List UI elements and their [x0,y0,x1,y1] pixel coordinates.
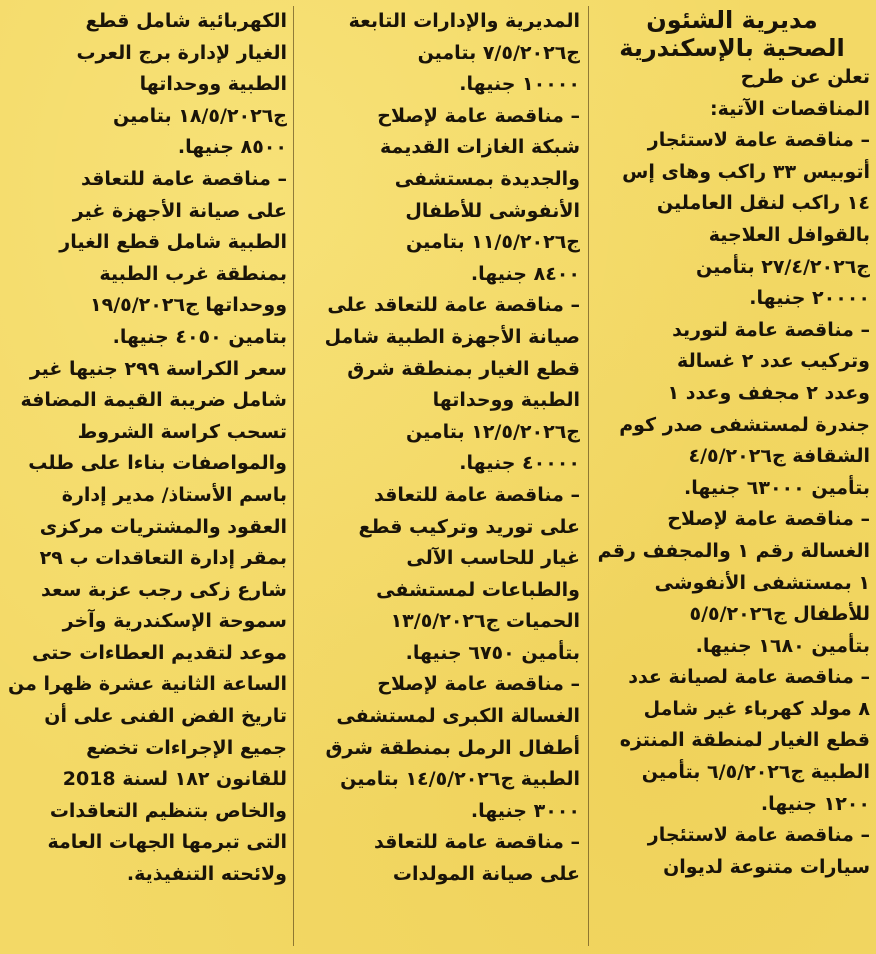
text-line: جندرة لمستشفى صدر كوم [619,413,870,436]
text-line: – مناقصة عامة لإصلاح [667,508,870,531]
text-line: للأطفال ج٥/٥/٢٠٢٦ [689,603,870,626]
text-line: – مناقصة عامة للتعاقد على [327,294,580,317]
text-line: شبكة الغازات القديمة [380,136,580,159]
text-line: ج٢٧/٤/٢٠٢٦ بتأمين [695,255,870,278]
text-line: للقانون ١٨٢ لسنة 2018 [62,768,287,791]
text-line: بتامين ٤٠٥٠ جنيها. [112,325,287,348]
text-line: موعد لتقديم العطاءات حتى [31,641,287,664]
column-left [6,6,287,950]
text-line: والمواصفات بناءا على طلب [28,452,287,475]
column-left-body [6,6,287,891]
text-line: ووحداتها ج١٩/٥/٢٠٢٦ [90,294,287,317]
text-line: الغيار لإدارة برج العرب [76,41,287,64]
text-line: بمقر إدارة التعاقدات ب ٢٩ [39,547,287,570]
text-line: – مناقصة عامة للتعاقد [373,831,580,854]
announcement-title-line: مديرية الشئون [646,6,818,34]
text-line: قطع الغيار لمنطقة المنتزه [619,729,870,752]
text-line: الطبية ووحداتها [139,73,287,96]
text-line: على توريد وتركيب قطع [358,515,580,538]
text-line: أتوبيس ٣٣ راكب وهاى إس [622,160,870,183]
text-line: – مناقصة عامة لتوريد [672,318,870,341]
text-line: – مناقصة عامة لصيانة عدد [628,666,870,689]
column-right [594,6,870,950]
text-line: أطفال الرمل بمنطقة شرق [325,736,580,759]
text-line: بتأمين ٦٣٠٠٠ جنيها. [684,476,870,499]
text-line: على صيانة الأجهزة غير [72,199,287,222]
text-line: – مناقصة عامة للتعاقد [80,167,287,190]
text-line: سعر الكراسة ٢٩٩ جنيها غير [29,357,287,380]
text-line: ١٤ راكب لنقل العاملين [656,192,870,215]
text-line: بمنطقة غرب الطبية [99,262,287,285]
text-line: وتركيب عدد ٢ غسالة [677,350,870,373]
text-line: تسحب كراسة الشروط [77,420,287,443]
text-line: ج١٢/٥/٢٠٢٦ بتامين [405,420,580,443]
text-line: ١٢٠٠ جنيها. [760,792,870,815]
text-line: المديرية والإدارات التابعة [348,10,580,32]
text-line: ج١١/٥/٢٠٢٦ بتامين [405,231,580,254]
text-line: سموحة الإسكندرية وآخر [62,610,287,633]
column-right-body [594,62,870,883]
column-divider [588,6,589,946]
text-line: قطع الغيار بمنطقة شرق [347,357,580,380]
text-line: – مناقصة عامة لإصلاح [377,673,580,696]
text-line: سيارات متنوعة لديوان [663,855,870,878]
text-line: ٨٤٠٠ جنيها. [470,262,580,285]
text-line: ج٧/٥/٢٠٢٦ بتامين [417,41,580,64]
text-line: ٢٠٠٠٠ جنيها. [749,287,870,310]
text-line: تعلن عن طرح [740,66,870,88]
text-line: والجديدة بمستشفى [394,167,580,190]
text-line: والخاص بتنظيم التعاقدات [49,799,287,822]
text-line: على صيانة المولدات [392,863,580,886]
text-line: ولائحته التنفيذية. [126,863,287,886]
text-line: تاريخ الفض الفنى على أن [44,705,287,728]
text-line: ٤٠٠٠٠ جنيها. [459,452,580,475]
text-line: الساعة الثانية عشرة ظهرا من [7,673,287,696]
text-line: العقود والمشتريات مركزى [39,515,287,538]
announcement-title-line: الصحية بالإسكندرية [619,34,845,62]
text-line: الطبية ج١٤/٥/٢٠٢٦ بتامين [340,768,580,791]
column-middle [300,6,580,950]
text-line: شارع زكى رجب عزبة سعد [41,578,287,601]
text-line: – مناقصة عامة للتعاقد [373,483,580,506]
text-line: – مناقصة عامة لاستئجار [647,129,870,152]
text-line: الطبية شامل قطع الغيار [59,231,287,254]
text-line: بالقوافل العلاجية [708,223,870,246]
text-line: ج١٨/٥/٢٠٢٦ بتامين [112,104,287,127]
text-line: غيار للحاسب الآلى [406,547,580,570]
text-line: الكهربائية شامل قطع [85,10,287,32]
text-line: شامل ضريبة القيمة المضافة [20,389,287,412]
text-line: ٣٠٠٠ جنيها. [470,799,580,822]
text-line: ١ بمستشفى الأنفوشى [654,571,870,594]
text-line: والطباعات لمستشفى [376,578,580,601]
text-line: ٨٥٠٠ جنيها. [177,136,287,159]
text-line: وعدد ٢ مجفف وعدد ١ [667,381,870,404]
column-middle-body [300,6,580,891]
column-divider [293,6,294,946]
text-line: – مناقصة عامة لاستئجار [647,824,870,847]
text-line: الطبية ووحداتها [432,389,580,412]
text-line: باسم الأستاذ/ مدير إدارة [61,483,287,506]
text-line: جميع الإجراءات تخضع [86,736,287,759]
text-line: المناقصات الآتية: [710,97,870,120]
text-line: – مناقصة عامة لإصلاح [377,104,580,127]
text-line: الأنفوشى للأطفال [405,199,580,222]
text-line: بتأمين ١٦٨٠ جنيها. [695,634,870,657]
text-line: الغسالة الكبرى لمستشفى [336,705,580,728]
text-line: الحميات ج١٣/٥/٢٠٢٦ [390,610,580,633]
text-line: ١٠٠٠٠ جنيها. [459,73,580,96]
text-line: ٨ مولد كهرباء غير شامل [643,697,870,720]
text-line: التى تبرمها الجهات العامة [47,831,287,854]
text-line: صيانة الأجهزة الطبية شامل [324,325,580,348]
text-line: بتأمين ٦٧٥٠ جنيها. [405,641,580,664]
text-line: الغسالة رقم ١ والمجفف رقم [597,539,870,562]
text-line: الشقافة ج٤/٥/٢٠٢٦ [688,445,870,468]
text-line: الطبية ج٦/٥/٢٠٢٦ بتأمين [641,761,870,784]
